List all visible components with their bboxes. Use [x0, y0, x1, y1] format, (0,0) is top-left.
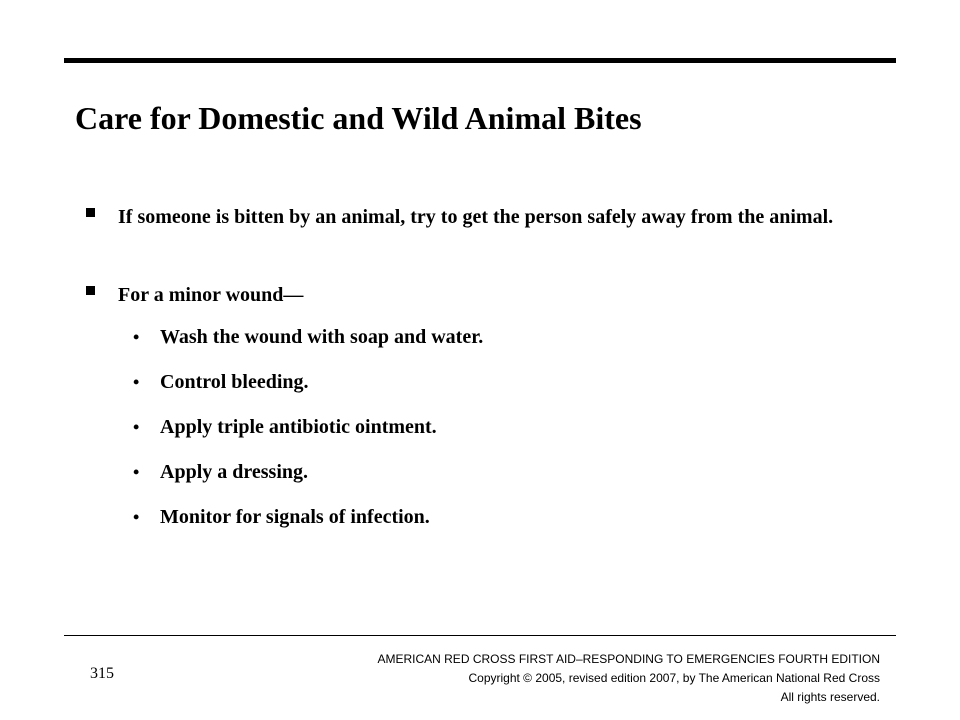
sub-bullet-text: Apply triple antibiotic ointment. [160, 416, 437, 438]
slide-title: Care for Domestic and Wild Animal Bites [75, 100, 642, 136]
footer-edition-line: AMERICAN RED CROSS FIRST AID–RESPONDING TO EMERGENCIES FOURTH EDITION [377, 652, 880, 666]
square-bullet-icon [86, 286, 95, 295]
sub-bullet-text: Control bleeding. [160, 371, 309, 393]
copyright-footer [280, 650, 880, 707]
sub-bullet-text: Wash the wound with soap and water. [160, 326, 484, 348]
dot-bullet-icon: • [133, 372, 140, 392]
square-bullet-icon [86, 208, 95, 217]
dot-bullet-icon: • [133, 507, 140, 527]
sub-bullet-text: Apply a dressing. [160, 461, 309, 483]
dot-bullet-icon: • [133, 417, 140, 437]
footer-rights-line: All rights reserved. [780, 690, 880, 704]
footer-divider [64, 635, 896, 636]
bullet-text: For a minor wound— [118, 284, 304, 306]
bullet-text: If someone is bitten by an animal, try to get the person safely away from the animal. [118, 206, 834, 228]
footer-copyright-line: Copyright © 2005, revised edition 2007, by The American National Red Cross [468, 671, 880, 685]
page-number: 315 [90, 665, 114, 682]
dot-bullet-icon: • [133, 327, 140, 347]
dot-bullet-icon: • [133, 462, 140, 482]
sub-bullet-text: Monitor for signals of infection. [160, 506, 430, 528]
